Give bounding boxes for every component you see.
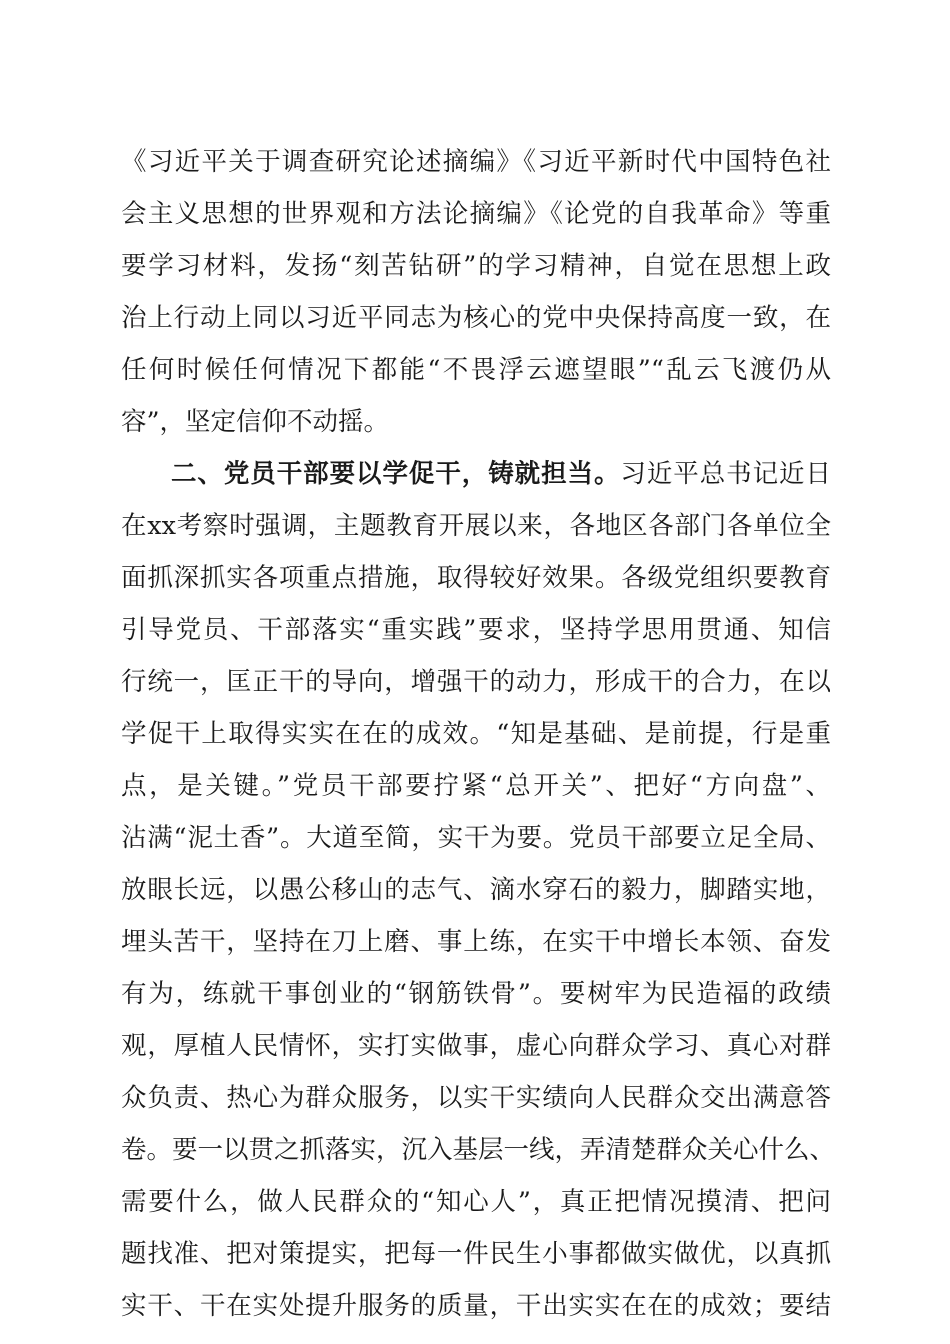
paragraph-line-10: 引导党员、干部落实“重实践”要求，坚持学思用贯通、知信 — [121, 615, 831, 645]
section-two-lead: 习近平总书记近日 — [620, 459, 831, 489]
paragraph-line-6: 容”，坚定信仰不动摇。 — [121, 407, 390, 437]
paragraph-line-14: 沾满“泥土香”。大道至简，实干为要。党员干部要立足全局、 — [121, 823, 831, 853]
paragraph-line-8: 在xx考察时强调，主题教育开展以来，各地区各部门各单位全 — [121, 511, 831, 541]
paragraph-line-11: 行统一，匡正干的导向，增强干的动力，形成干的合力，在以 — [121, 667, 831, 697]
section-two-first-line — [171, 457, 831, 491]
paragraph-line-21: 需要什么，做人民群众的“知心人”，真正把情况摸清、把问 — [121, 1187, 831, 1217]
paragraph-line-2: 会主义思想的世界观和方法论摘编》《论党的自我革命》等重 — [121, 199, 831, 229]
paragraph-line-16: 埋头苦干，坚持在刀上磨、事上练，在实干中增长本领、奋发 — [121, 927, 831, 957]
paragraph-line-22: 题找准、把对策提实，把每一件民生小事都做实做优，以真抓 — [121, 1239, 831, 1269]
paragraph-line-12: 学促干上取得实实在在的成效。“知是基础、是前提，行是重 — [121, 719, 831, 749]
section-two-heading: 二、党员干部要以学促干，铸就担当。 — [171, 459, 621, 489]
paragraph-line-13: 点，是关键。”党员干部要拧紧“总开关”、把好“方向盘”、 — [121, 771, 831, 801]
paragraph-line-23: 实干、干在实处提升服务的质量，干出实实在在的成效；要结 — [121, 1291, 831, 1321]
paragraph-line-19: 众负责、热心为群众服务，以实干实绩向人民群众交出满意答 — [121, 1083, 831, 1113]
paragraph-line-9: 面抓深抓实各项重点措施，取得较好效果。各级党组织要教育 — [121, 563, 831, 593]
paragraph-line-20: 卷。要一以贯之抓落实，沉入基层一线，弄清楚群众关心什么、 — [121, 1135, 836, 1165]
paragraph-line-1: 《习近平关于调查研究论述摘编》《习近平新时代中国特色社 — [121, 147, 831, 177]
paragraph-line-17: 有为，练就干事创业的“钢筋铁骨”。要树牢为民造福的政绩 — [121, 979, 831, 1009]
paragraph-line-18: 观，厚植人民情怀，实打实做事，虚心向群众学习、真心对群 — [121, 1031, 831, 1061]
paragraph-line-4: 治上行动上同以习近平同志为核心的党中央保持高度一致，在 — [121, 303, 831, 333]
paragraph-line-15: 放眼长远，以愚公移山的志气、滴水穿石的毅力，脚踏实地， — [121, 875, 831, 905]
paragraph-line-3: 要学习材料，发扬“刻苦钻研”的学习精神，自觉在思想上政 — [121, 251, 831, 281]
paragraph-line-5: 任何时候任何情况下都能“不畏浮云遮望眼”“乱云飞渡仍从 — [121, 355, 831, 385]
